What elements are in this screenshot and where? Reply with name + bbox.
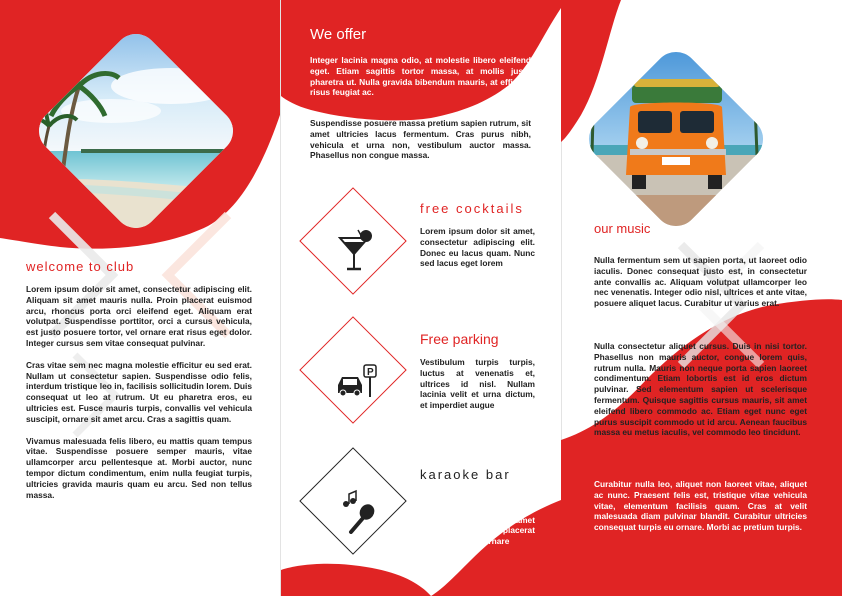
our-music-paragraph-2: Nulla consectetur aliquet cursus. Duis in nisi tortor. Phasellus non mauris auctor, congue lorem quis, rutrum nulla. Mauris non neque porta sapien laoreet condimentum. Etiam lobortis est id eros dictum pulvinar. Sed elementum sapien ut scelerisque fermentum. Quisque sagittis cursus mauris, sit amet eleifend libero commodo ac. Etiam eget nunc eget purus suscipit commodo ut id arcu. Aenean faucibus massa eu metus iaculis, vel commodo leo tincidunt.: [594, 341, 807, 438]
we-offer-heading: We offer: [310, 26, 367, 43]
svg-text:P: P: [367, 367, 374, 378]
welcome-paragraph-3: Vivamus malesuada felis libero, eu mattis quam tempus vitae. Suspendisse posuere semper mauris, vitae ullamcorper arcu pellentesque at. Morbi auctor, nunc tempor dictum condimentum, enim nulla feugiat turpis, ultricies gravida mauris quam eu arcu. Sed non tellus massa.: [26, 435, 252, 500]
panel-our-music: [561, 0, 842, 596]
feature-text-parking: Vestibulum turpis turpis, luctus at venenatis et, ultrices id nisl. Nullam lacinia velit et urna dictum, et imperdiet augue: [420, 357, 535, 411]
feature-text-karaoke: Maecenas eget cursus massa. Aliquam tincidunt tincidunt nulla sit amet volutpat. Integer placerat lacus quis odio ornare: [420, 493, 535, 547]
feature-title-cocktails: free cocktails: [420, 201, 524, 216]
cocktail-icon: [338, 226, 378, 274]
we-offer-intro-1: Integer lacinia magna odio, at molestie libero eleifend eget. Etiam sagittis tortor massa, at mollis justo pharetra ut. Nulla gravida bibendum mauris, at efficitur risus feugiat ac.: [310, 55, 531, 98]
welcome-paragraph-2: Cras vitae sem nec magna molestie efficitur eu sed erat. Nullam ut consectetur sapien. Suspendisse odio felis, interdum tristique leo in, facilisis sollicitudin lorem. Duis consequat ut leo at rutrum. Ut eu pharetra eros, eu ultricies est. Fusce mauris turpis, convallis vel vehicula suscipit, ornare sit amet arcu. Cras a sagittis quam.: [26, 359, 252, 424]
our-music-heading: our music: [594, 221, 651, 236]
welcome-body: [26, 284, 252, 511]
feature-text-cocktails: Lorem ipsum dolor sit amet, consectetur adipiscing elit. Donec eu lacus quam. Nunc sed lacus eget lorem: [420, 226, 535, 269]
feature-title-parking: Free parking: [420, 331, 499, 347]
welcome-paragraph-1: Lorem ipsum dolor sit amet, consectetur adipiscing elit. Aliquam sit amet mauris nulla. Proin placerat euismod arcu, rhoncus porta orci eleifend eget. Aliquam erat volutpat. Suspendisse porttitor, orci a cursus vehicula, est justo posuere tortor, vel ornare erat risus eget dolor. Integer cursus sem vitae consequat pulvinar.: [26, 284, 252, 348]
car-parking-icon: [336, 363, 382, 401]
we-offer-intro-2: Suspendisse posuere massa pretium sapien rutrum, sit amet ultricies lacus fermentum. Cras purus nibh, vehicula et urna non, vestibulum auctor massa. Phasellus non congue massa.: [310, 118, 531, 161]
welcome-heading: welcome to club: [26, 259, 135, 274]
panel-welcome: [0, 0, 281, 596]
feature-title-karaoke: karaoke bar: [420, 467, 511, 482]
our-music-paragraph-3: Curabitur nulla leo, aliquet non laoreet vitae, aliquet ac nunc. Praesent felis est, tristique vitae vehicula vitae, elementum facilisis quam. Cras at velit malesuada diam pulvinar blandit. Curabitur ultricies consequat turpis eu ornare. Morbi ac pretium turpis.: [594, 479, 807, 533]
microphone-music-icon: [339, 488, 379, 534]
our-music-paragraph-1: Nulla fermentum sem ut sapien porta, ut laoreet odio iaculis. Donec consequat justo est, in consectetur ante convallis ac. Aliquam volutpat ullamcorper leo nec venenatis. Integer odio nisl, ultrices et ante vitae, posuere aliquet lacus. Curabitur ut varius erat.: [594, 255, 807, 309]
panel-we-offer: [281, 0, 561, 596]
